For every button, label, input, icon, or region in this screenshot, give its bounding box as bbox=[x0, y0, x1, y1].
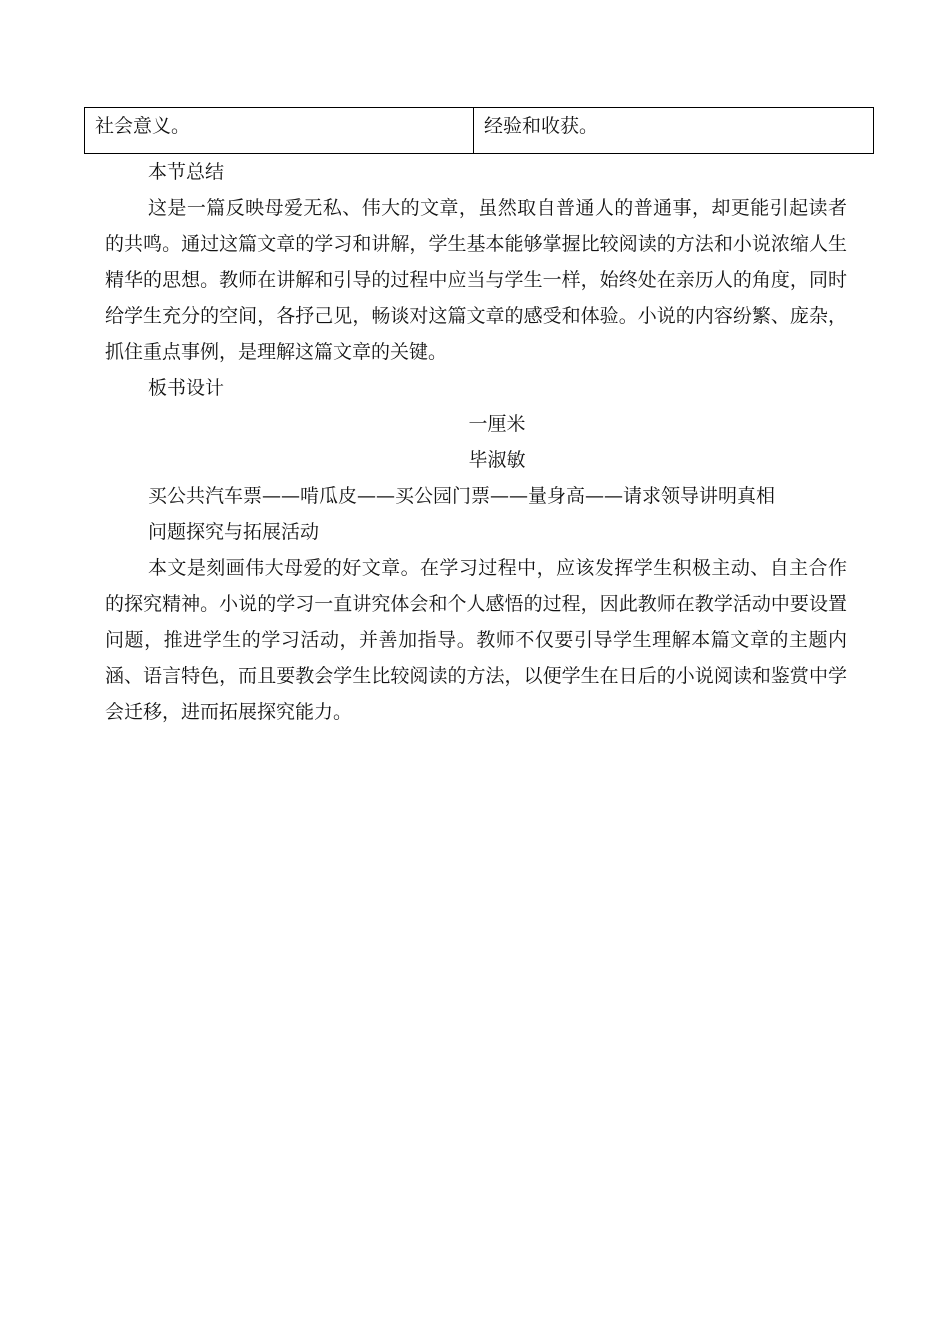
summary-heading: 本节总结 bbox=[148, 161, 225, 183]
board-author: 毕淑敏 bbox=[468, 449, 526, 471]
board-title: 一厘米 bbox=[468, 413, 526, 435]
inquiry-paragraph: 本文是刻画伟大母爱的好文章。在学习过程中，应该发挥学生积极主动、自主合作的探究精神。小说的学习一直讲究体会和个人感悟的过程，因此教师在教学活动中要设置问题，推进学生的学习活动，并善加指导。教师不仅要引导学生理解本篇文章的主题内涵、语言特色，而且要教会学生比较阅读的方法，以便学生在日后的小说阅读和鉴赏中学会迁移，进而拓展探究能力。 bbox=[105, 557, 847, 723]
inquiry-heading: 问题探究与拓展活动 bbox=[148, 521, 320, 543]
lesson-table-row bbox=[84, 107, 874, 154]
document-body bbox=[105, 154, 847, 730]
board-design-heading: 板书设计 bbox=[148, 377, 225, 399]
board-sequence: 买公共汽车票——啃瓜皮——买公园门票——量身高——请求领导讲明真相 bbox=[148, 485, 776, 507]
table-cell-left: 社会意义。 bbox=[85, 108, 474, 153]
table-cell-right: 经验和收获。 bbox=[484, 115, 599, 137]
summary-paragraph: 这是一篇反映母爱无私、伟大的文章，虽然取自普通人的普通事，却更能引起读者的共鸣。通过这篇文章的学习和讲解，学生基本能够掌握比较阅读的方法和小说浓缩人生精华的思想。教师在讲解和引导的过程中应当与学生一样，始终处在亲历人的角度，同时给学生充分的空间，各抒己见，畅谈对这篇文章的感受和体验。小说的内容纷繁、庞杂，抓住重点事例，是理解这篇文章的关键。 bbox=[105, 197, 847, 363]
